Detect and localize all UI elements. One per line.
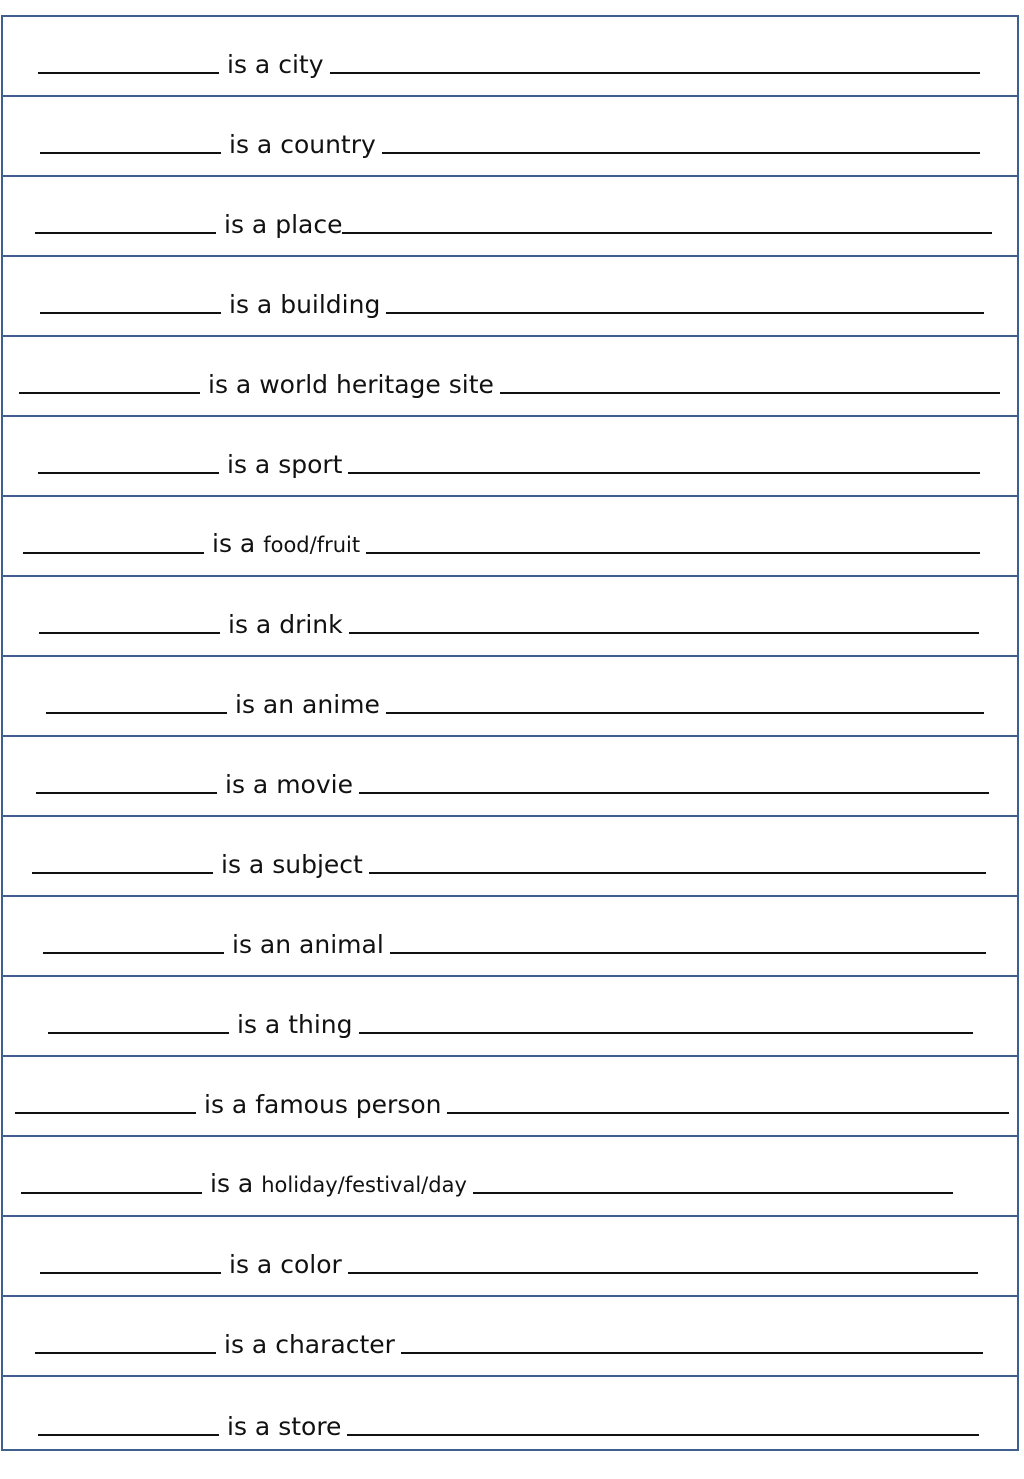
detail-blank[interactable] [342,232,992,234]
answer-blank[interactable] [35,1352,216,1354]
row-prefix: is a [212,529,256,558]
detail-blank[interactable] [369,872,986,874]
row-prompt [213,851,369,879]
row-content [43,931,986,959]
row-content [40,1251,978,1279]
detail-blank[interactable] [386,312,984,314]
row-category: color [280,1250,342,1279]
answer-blank[interactable] [40,1272,221,1274]
worksheet-row [3,817,1017,897]
row-prompt [227,691,386,719]
row-prefix: is a [227,450,271,479]
row-prompt [219,451,348,479]
detail-blank[interactable] [348,472,980,474]
answer-blank[interactable] [15,1112,196,1114]
answer-blank[interactable] [46,712,227,714]
row-content [23,530,980,559]
row-content [36,771,989,799]
worksheet-row [3,897,1017,977]
detail-blank[interactable] [347,1434,979,1436]
row-content [38,1413,979,1441]
row-content [19,371,1000,399]
detail-blank[interactable] [473,1192,953,1194]
answer-blank[interactable] [39,632,220,634]
answer-blank[interactable] [35,232,216,234]
row-content [35,1331,983,1359]
row-prompt [221,131,382,159]
row-prompt [220,611,349,639]
row-prefix: is a [227,1412,271,1441]
worksheet-row [3,1057,1017,1137]
row-category: building [280,290,381,319]
row-content [15,1091,1009,1119]
row-category: world heritage site [259,370,494,399]
row-prefix: is a [229,290,273,319]
detail-blank[interactable] [359,792,989,794]
row-category: subject [272,850,363,879]
row-content [38,51,980,79]
worksheet-row [3,97,1017,177]
row-category: store [278,1412,342,1441]
row-prefix: is a [210,1169,254,1198]
worksheet-row [3,257,1017,337]
detail-blank[interactable] [330,72,980,74]
worksheet-row [3,1297,1017,1377]
row-category: animal [299,930,384,959]
answer-blank[interactable] [19,392,200,394]
row-prefix: is an [232,930,292,959]
row-prefix: is a [221,850,265,879]
row-content [38,451,980,479]
row-prompt [229,1011,359,1039]
row-prefix: is a [228,610,272,639]
answer-blank[interactable] [32,872,213,874]
worksheet-row [3,737,1017,817]
row-category: movie [276,770,353,799]
row-category: character [275,1330,395,1359]
row-prefix: is a [208,370,252,399]
detail-blank[interactable] [349,632,979,634]
row-category: holiday/festival/day [261,1173,467,1197]
detail-blank[interactable] [359,1032,973,1034]
worksheet-row [3,417,1017,497]
row-prompt [204,530,366,559]
worksheet-row [3,977,1017,1057]
row-category: drink [279,610,343,639]
row-content [39,611,979,639]
row-prefix: is a [225,770,269,799]
row-content [40,131,980,159]
detail-blank[interactable] [366,552,980,554]
row-prompt [202,1170,473,1199]
row-prompt [221,1251,348,1279]
row-category: food/fruit [263,533,361,557]
row-prefix: is a [224,210,268,239]
worksheet-row [3,657,1017,737]
answer-blank[interactable] [38,72,219,74]
row-prompt [219,51,330,79]
detail-blank[interactable] [500,392,1000,394]
detail-blank[interactable] [386,712,984,714]
row-content [21,1170,953,1199]
answer-blank[interactable] [21,1192,202,1194]
worksheet-row [3,1137,1017,1217]
row-content [32,851,986,879]
detail-blank[interactable] [390,952,986,954]
worksheet-row [3,577,1017,657]
row-prefix: is a [237,1010,281,1039]
row-category: place [275,210,343,239]
answer-blank[interactable] [38,472,219,474]
worksheet-row [3,337,1017,417]
row-content [35,211,992,239]
row-category: thing [288,1010,353,1039]
row-prompt [216,211,342,239]
row-category: famous person [255,1090,442,1119]
worksheet-row [3,1217,1017,1297]
row-content [48,1011,973,1039]
row-prompt [217,771,359,799]
row-prefix: is a [229,130,273,159]
row-prompt [221,291,386,319]
answer-blank[interactable] [36,792,217,794]
row-prompt [219,1413,347,1441]
worksheet [1,15,1019,1451]
answer-blank[interactable] [40,152,221,154]
row-prefix: is a [229,1250,273,1279]
row-category: city [278,50,324,79]
answer-blank[interactable] [48,1032,229,1034]
answer-blank[interactable] [38,1434,219,1436]
answer-blank[interactable] [43,952,224,954]
row-prefix: is a [227,50,271,79]
row-prompt [224,931,390,959]
row-category: sport [278,450,343,479]
row-category: country [280,130,376,159]
detail-blank[interactable] [401,1352,983,1354]
worksheet-row [3,1377,1017,1457]
row-content [40,291,984,319]
row-prompt [200,371,500,399]
row-prompt [196,1091,447,1119]
answer-blank[interactable] [40,312,221,314]
row-content [46,691,984,719]
row-prefix: is an [235,690,295,719]
answer-blank[interactable] [23,552,204,554]
detail-blank[interactable] [447,1112,1009,1114]
worksheet-row [3,17,1017,97]
row-prompt [216,1331,401,1359]
worksheet-row [3,177,1017,257]
detail-blank[interactable] [348,1272,978,1274]
detail-blank[interactable] [382,152,980,154]
row-prefix: is a [224,1330,268,1359]
row-prefix: is a [204,1090,248,1119]
worksheet-row [3,497,1017,577]
row-category: anime [302,690,380,719]
